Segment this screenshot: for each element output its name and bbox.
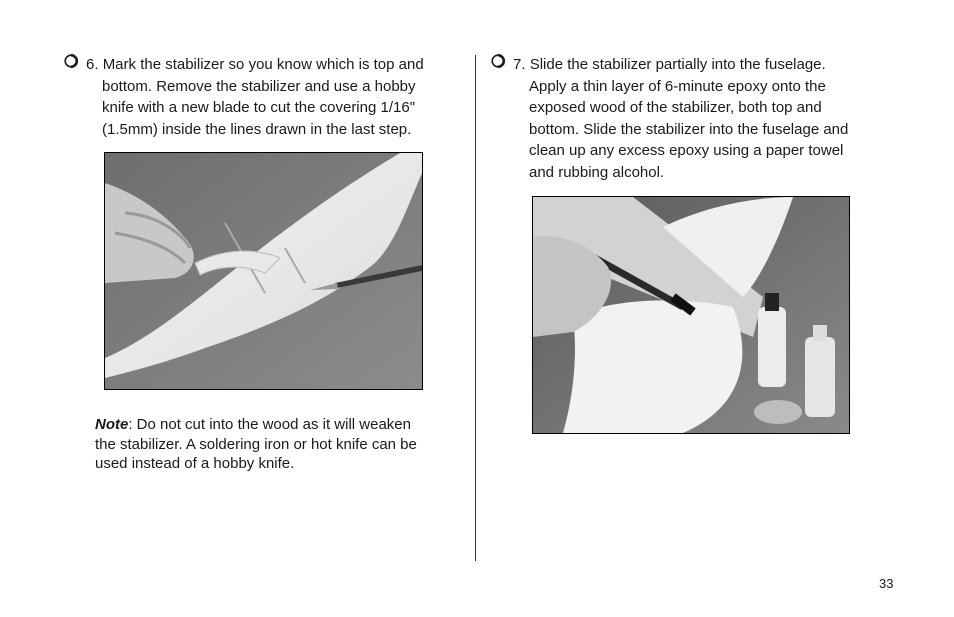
step-6-number: 6. xyxy=(86,56,99,73)
step-6-text xyxy=(64,54,444,140)
note-text: : Do not cut into the wood as it will weaken the stabilizer. A soldering iron or hot knife can be used instead of a hobby knife. xyxy=(95,416,417,472)
column-divider xyxy=(475,55,476,561)
step-7-text xyxy=(491,54,861,184)
photo-applying-epoxy xyxy=(532,196,850,434)
checkbox-circle-icon[interactable] xyxy=(64,54,78,68)
step-6-body: Mark the stabilizer so you know which is top and bottom. Remove the stabilizer and use a hobby knife with a new blade to cut the covering 1/16" (1.5mm) inside the lines drawn in the last step. xyxy=(102,56,424,138)
checkbox-circle-icon[interactable] xyxy=(491,54,505,68)
note-paragraph xyxy=(95,415,425,474)
step-7-body: Slide the stabilizer partially into the fuselage. Apply a thin layer of 6-minute epoxy onto the exposed wood of the stabilizer, both top and bottom. Slide the stabilizer into the fuselage and clean up any excess epoxy using a paper towel and rubbing alcohol. xyxy=(529,56,849,181)
step-6 xyxy=(64,54,444,140)
note-label: Note xyxy=(95,416,129,433)
step-7 xyxy=(491,54,861,184)
step-7-number: 7. xyxy=(513,56,526,73)
photo-cutting-covering xyxy=(104,152,423,390)
page-number: 33 xyxy=(879,576,894,591)
